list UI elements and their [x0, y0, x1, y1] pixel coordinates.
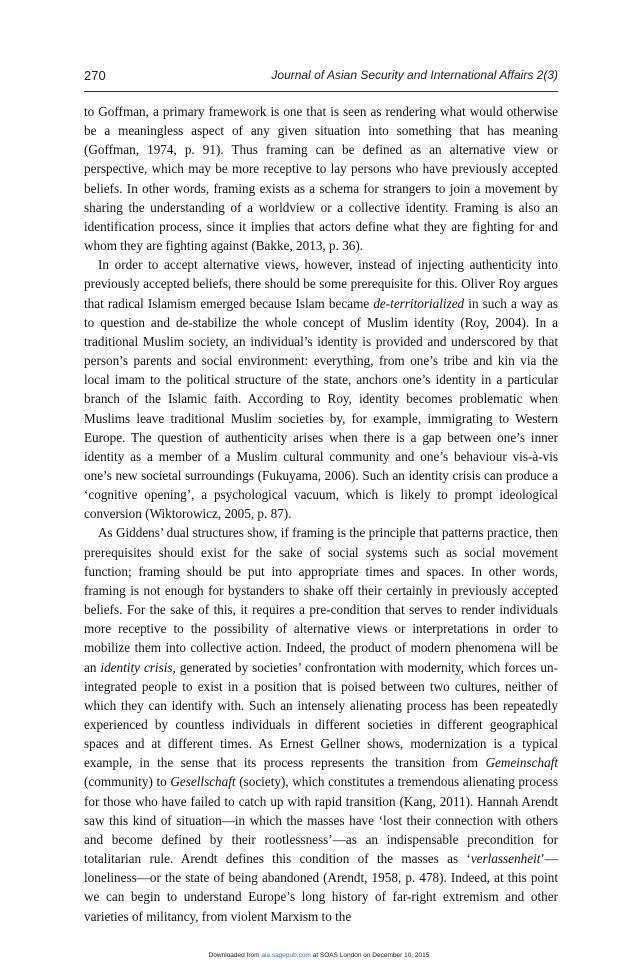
- text-run: As Giddens’ dual structures show, if framing is the principle that patterns practice, then prerequisites should exist for the sake of social systems such as social movement function; framing should be put into appropriate times and spaces. In other words, framing is not enough for bystanders to shake off their certainly in previously accepted beliefs. For the sake of this, it requires a pre-condition that serves to render individuals more receptive to the possibility of alternative views or interpretations in order to mobilize them into collective action. Indeed, the product of modern phenomena will be an: [84, 525, 558, 675]
- download-footer: [0, 952, 638, 959]
- text-run: In order to accept alternative views, however, instead of injecting authenticity into previously accepted beliefs, there should be some prerequisite for this. Oliver Roy argues that radical Islamism emerged because Islam became: [84, 257, 558, 311]
- italic-term: Gesellschaft: [170, 774, 236, 790]
- text-run: , generated by societies’ confrontation with modernity, which forces un-integrated people to exist in a position that is poised between two cultures, neither of which they can identify with. Such an intensely alienating process has been repeatedly experienced by countless individuals in different societies in different geographical spaces and at different times. As Ernest Gellner shows, modernization is a typical example, in the sense that its process represents the transition from: [84, 659, 558, 771]
- italic-term: identity crisis: [100, 659, 173, 675]
- article-body: [84, 102, 558, 926]
- paragraph: [84, 102, 558, 255]
- page-number: 270: [84, 68, 106, 83]
- footer-suffix: at SOAS London on December 10, 2015: [310, 952, 430, 959]
- paragraph: [84, 523, 558, 925]
- text-run: ’—loneliness—or the state of being abandoned (Arendt, 1958, p. 478). Indeed, at this point we can begin to understand Europe’s long history of far-right extremism and other varieties of militancy, from violent Marxism to the: [84, 851, 558, 924]
- text-run: (community) to: [84, 774, 171, 790]
- text-run: (society), which constitutes a tremendous alienating process for those who have failed to catch up with rapid transition (Kang, 2011). Hannah Arendt saw this kind of situation—in which the masses have ‘lost their connection with others and become defined by their rootlessness’—as an indispensable precondition for totalitarian rule. Arendt defines this condition of the masses as ‘: [84, 774, 558, 867]
- header-rule: [84, 91, 558, 92]
- italic-term: de-territorialized: [373, 295, 465, 311]
- footer-link[interactable]: aia.sagepub.com: [261, 952, 311, 959]
- footer-prefix: Downloaded from: [208, 952, 262, 959]
- text-run: to Goffman, a primary framework is one that is seen as rendering what would otherwise be a meaningless aspect of any given situation into something that has meaning (Goffman, 1974, p. 91). Thus framing can be defined as an alternative view or perspective, which may be more receptive to lay persons who have previously accepted beliefs. In other words, framing exists as a schema for strangers to join a movement by sharing the understanding of a worldview or a collective identity. Framing is also an identification process, since it implies that actors define what they are fighting for and whom they are fighting against (Bakke, 2013, p. 36).: [84, 104, 558, 254]
- text-run: in such a way as to question and de-stabilize the whole concept of Muslim identity (Roy, 2004). In a traditional Muslim society, an individual’s identity is provided and underscored by that person’s parents and social environment: everything, from one’s tribe and kin via the local imam to the political structure of the state, anchors one’s identity in a particular branch of the Islamic faith. According to Roy, identity becomes problematic when Muslims leave traditional Muslim societies by, for example, immigrating to Western Europe. The question of authenticity arises when there is a gap between one’s inner identity as a member of a Muslim cultural community and one’s behaviour vis-à-vis one’s new societal surroundings (Fukuyama, 2006). Such an identity crisis can produce a ‘cognitive opening’, a psychological vacuum, which is likely to prompt ideological conversion (Wiktorowicz, 2005, p. 87).: [84, 295, 559, 522]
- journal-title: Journal of Asian Security and International Affairs 2(3): [271, 68, 558, 82]
- italic-term: Gemeinschaft: [485, 755, 558, 771]
- running-header: [84, 68, 558, 86]
- paragraph: [84, 255, 558, 523]
- italic-term: verlassenheit: [470, 851, 541, 867]
